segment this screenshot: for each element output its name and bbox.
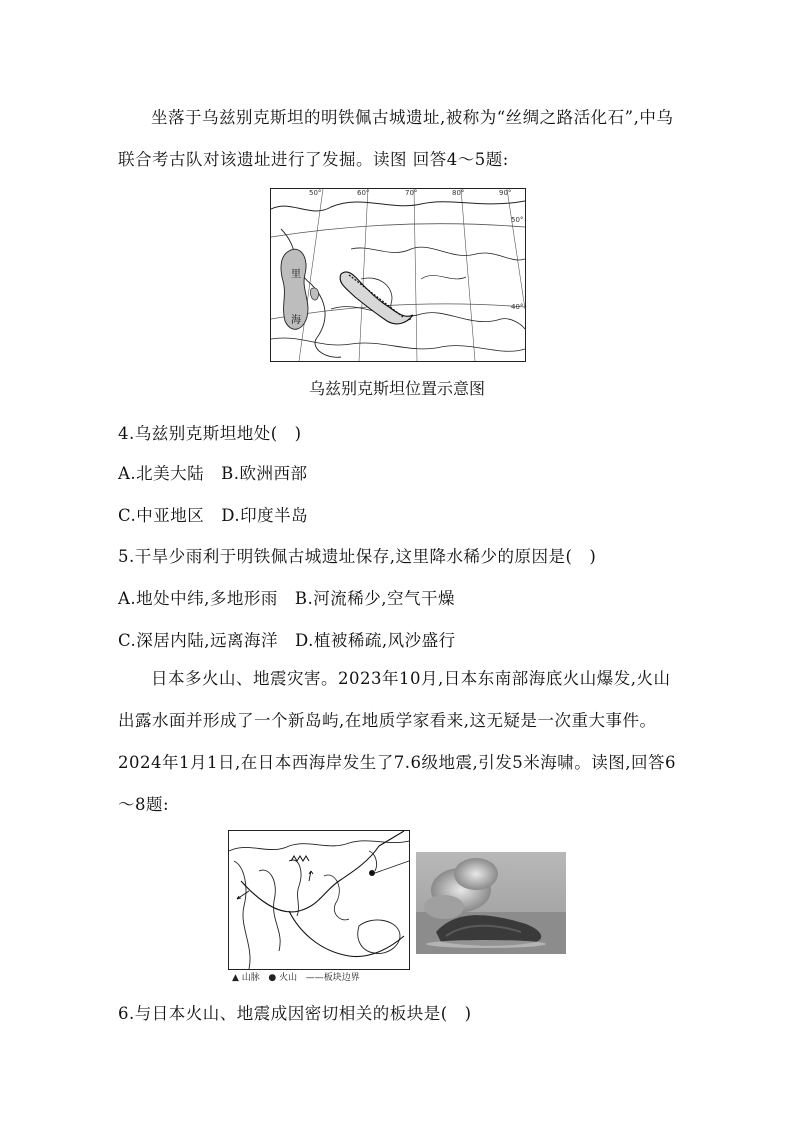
sea-label-li: 里 [291, 269, 301, 280]
intro-paragraph-1: 坐落于乌兹别克斯坦的明铁佩古城遗址,被称为“丝绸之路活化石”,中乌联合考古队对该遗址进行了发掘。读图 回答4～5题: [118, 108, 674, 169]
uzbekistan-map-figure [271, 189, 525, 361]
question-6-stem: 6.与日本火山、地震成因密切相关的板块是( ) [118, 1004, 472, 1023]
lon-label-60: 60° [357, 189, 370, 197]
question-5-options-ab: A.地处中纬,多地形雨 B.河流稀少,空气干燥 [118, 589, 456, 608]
lon-label-50: 50° [309, 189, 322, 197]
lat-label-50: 50° [511, 216, 524, 224]
legend-boundary-label: 板块边界 [323, 973, 360, 983]
sea-label-hai: 海 [291, 315, 301, 326]
lat-label-40: 40° [511, 303, 524, 311]
question-5-options-cd: C.深居内陆,远离海洋 D.植被稀疏,风沙盛行 [118, 631, 456, 650]
volcano-eruption-photo [416, 852, 566, 954]
lon-label-90: 90° [499, 189, 512, 197]
mountain-icon: ▲ [232, 973, 239, 983]
question-4-options-cd: C.中亚地区 D.印度半岛 [118, 506, 309, 525]
question-4-options-ab: A.北美大陆 B.欧洲西部 [118, 464, 308, 483]
question-5-stem: 5.干旱少雨利于明铁佩古城遗址保存,这里降水稀少的原因是( ) [118, 547, 597, 566]
map2-legend [232, 970, 360, 983]
intro-paragraph-2: 日本多火山、地震灾害。2023年10月,日本东南部海底火山爆发,火山出露水面并形成了一个新岛屿,在地质学家看来,这无疑是一次重大事件。2024年1月1日,在日本西海岸发生了7.6级地震,引发5米海啸。读图,回答6～8题: [118, 669, 676, 814]
question-4-stem: 4.乌兹别克斯坦地处( ) [118, 424, 302, 443]
uzbekistan-location-map [270, 188, 526, 362]
lon-label-70: 70° [405, 189, 418, 197]
lon-label-80: 80° [452, 189, 465, 197]
plate-map-figure [229, 831, 409, 969]
legend-mountain-label: 山脉 [241, 973, 260, 983]
volcano-icon: ● [268, 973, 277, 983]
plate-boundary-map [228, 830, 410, 970]
map1-caption: 乌兹别克斯坦位置示意图 [308, 379, 485, 398]
legend-volcano-label: 火山 [279, 973, 298, 983]
boundary-line-icon: —— [305, 973, 324, 983]
